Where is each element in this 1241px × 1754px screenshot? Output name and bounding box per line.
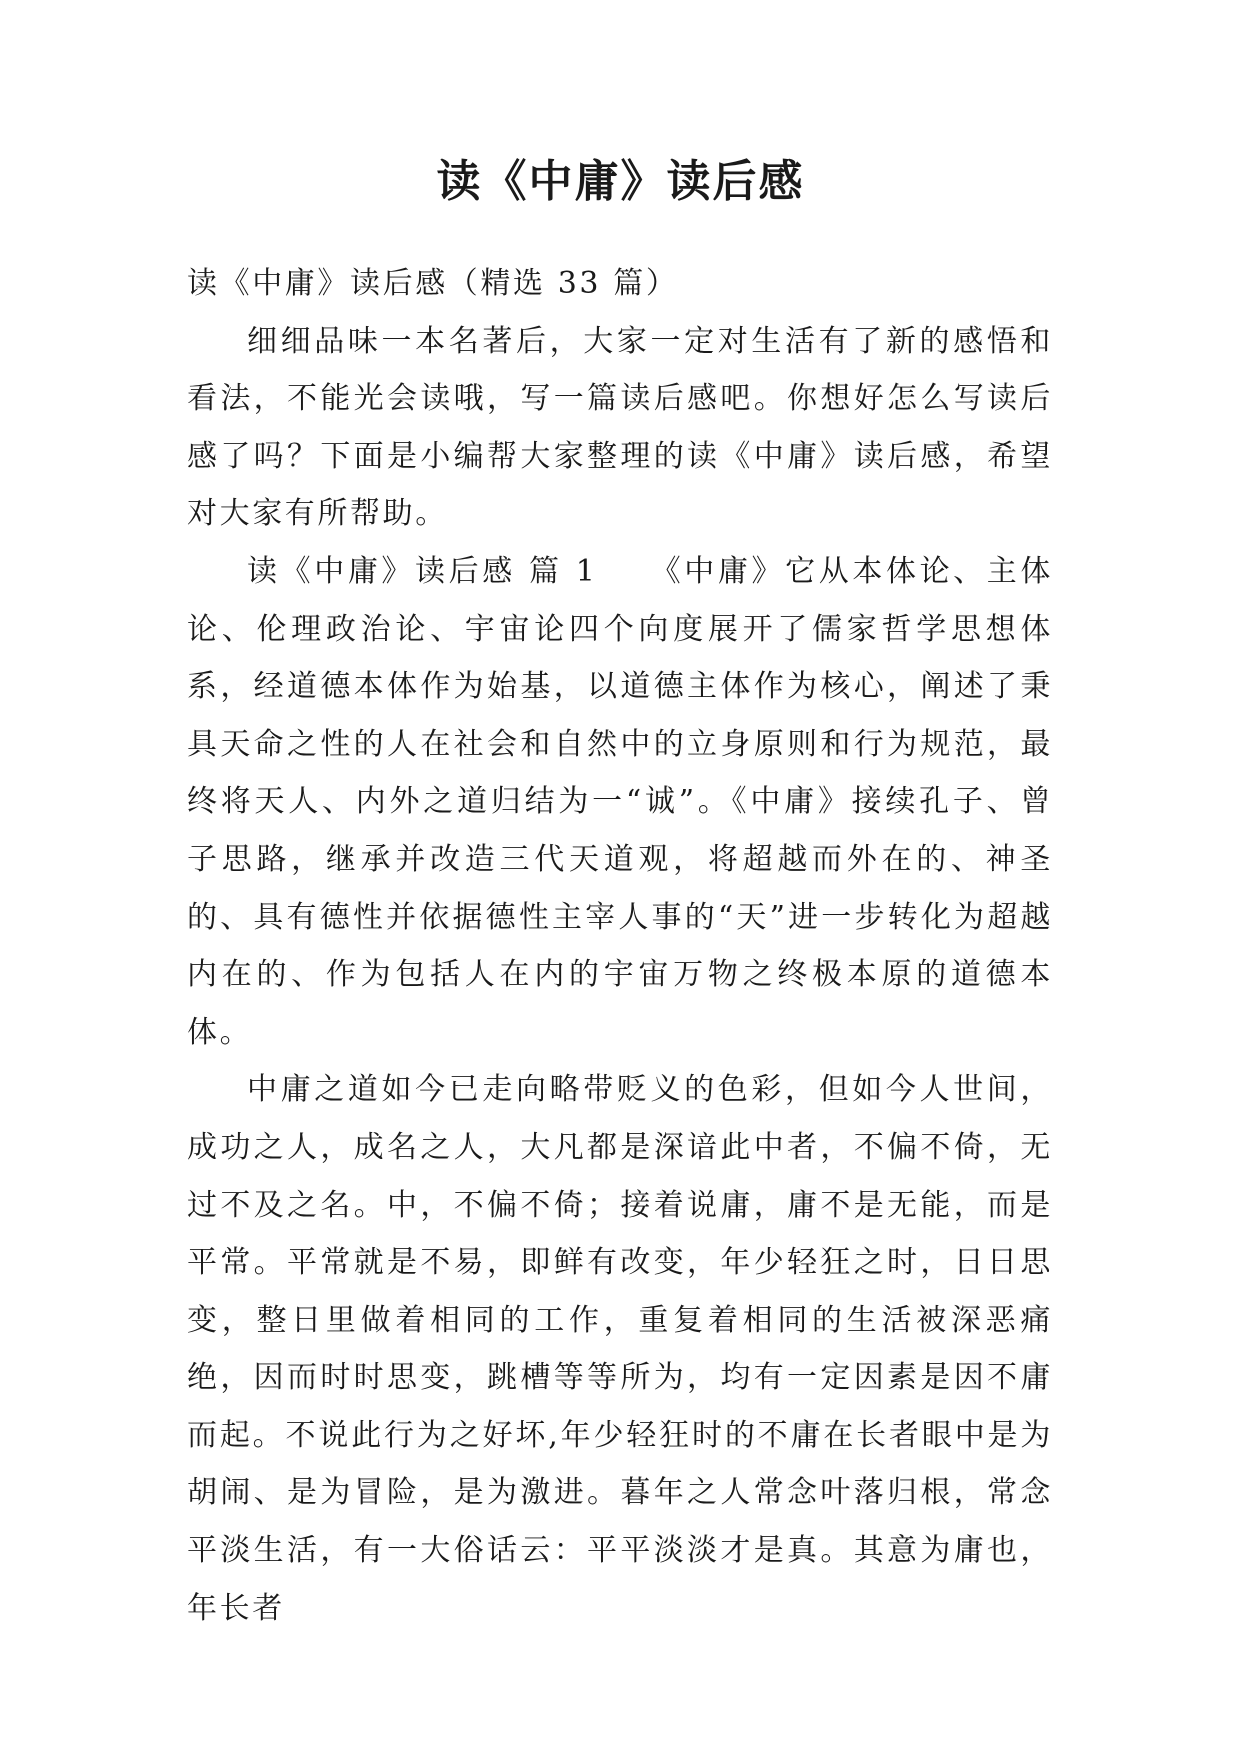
- document-title: 读《中庸》读后感: [436, 156, 805, 207]
- document-body: [187, 255, 1053, 1637]
- paragraph-section-1: 读《中庸》读后感 篇 1 《中庸》它从本体论、主体论、伦理政治论、宇宙论四个向度展开了儒家哲学思想体系，经道德本体作为始基，以道德主体作为核心，阐述了秉具天命之性的人在社会和自然中的立身原则和行为规范，最终将天人、内外之道归结为一“诚”。《中庸》接续孔子、曾子思路，继承并改造三代天道观，将超越而外在的、神圣的、具有德性并依据德性主宰人事的“天”进一步转化为超越内在的、作为包括人在内的宇宙万物之终极本原的道德本体。: [187, 553, 1053, 1050]
- paragraph-intro: 细细品味一本名著后，大家一定对生活有了新的感悟和看法，不能光会读哦，写一篇读后感吧。你想好怎么写读后感了吗？下面是小编帮大家整理的读《中庸》读后感，希望对大家有所帮助。: [187, 323, 1053, 532]
- document-subtitle: 读《中庸》读后感（精选 33 篇）: [187, 266, 679, 301]
- paragraph-zhongyong-way: 中庸之道如今已走向略带贬义的色彩，但如今人世间，成功之人，成名之人，大凡都是深谙此中者，不偏不倚，无过不及之名。中，不偏不倚；接着说庸，庸不是无能，而是平常。平常就是不易，即鲜有改变，年少轻狂之时，日日思变，整日里做着相同的工作，重复着相同的生活被深恶痛绝，因而时时思变，跳槽等等所为，均有一定因素是因不庸而起。不说此行为之好坏,年少轻狂时的不庸在长者眼中是为胡闹、是为冒险，是为激进。暮年之人常念叶落归根，常念平淡生活，有一大俗话云：平平淡淡才是真。其意为庸也，年长者: [187, 1072, 1053, 1626]
